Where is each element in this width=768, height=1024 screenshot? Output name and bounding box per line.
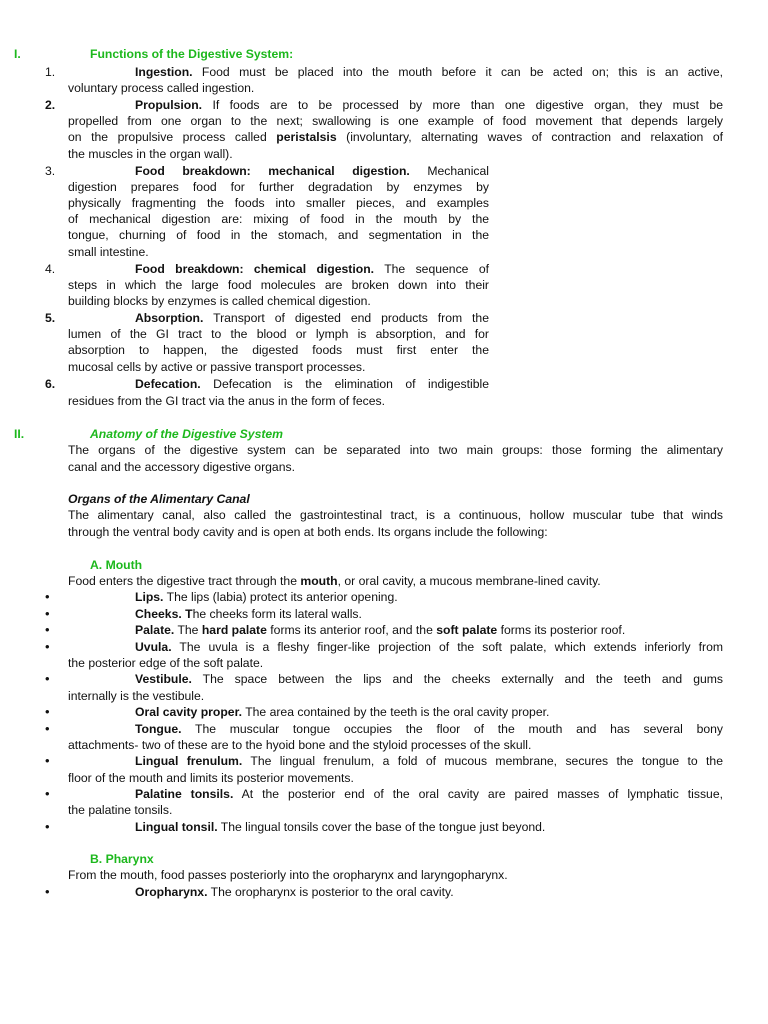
item-text-line: propelled from one organ to the next; swallowing is one example of food movement that depends largely [68,114,723,128]
item-text-line: Oral cavity proper. The area contained by the teeth is the oral cavity proper. [135,705,550,719]
section-2-title: Anatomy of the Digestive System [90,427,284,441]
item-title: Tongue. [135,722,182,736]
item-text-line: Lips. The lips (labia) protect its anterior opening. [135,590,398,604]
item-text-line: Lingual tonsil. The lingual tonsils cover the base of the tongue just beyond. [135,820,546,834]
item-text-line: mucosal cells by active or passive transport processes. [68,360,366,374]
section-1-title: Functions of the Digestive System: [90,47,294,61]
item-text-line: Cheeks. The cheeks form its lateral walls. [135,607,362,621]
section-2-intro-line: canal and the accessory digestive organs. [68,460,295,474]
section-2-numeral: II. [14,427,25,441]
item-number: 2. [45,98,56,112]
bullet-icon: • [45,589,50,604]
item-title: Propulsion. [135,98,203,112]
item-title: Lingual frenulum. [135,754,243,768]
alimentary-canal-text-line: through the ventral body cavity and is open at both ends. Its organs include the following: [68,525,548,539]
item-text-line: Palatine tonsils. At the posterior end of the oral cavity are paired masses of lymphatic tissue, [135,787,723,801]
item-text-line: steps in which the large food molecules are broken down into their [68,278,489,292]
item-title: Uvula. [135,640,172,654]
item-text-line: lumen of the GI tract to the blood or lymph is absorption, and for [68,327,489,341]
item-number: 1. [45,65,56,79]
bullet-icon: • [45,721,50,736]
item-text-line: floor of the mouth and limits its posterior movements. [68,771,354,785]
item-text-line: the posterior edge of the soft palate. [68,656,264,670]
item-title: Defecation. [135,377,201,391]
item-title: Lips. [135,590,164,604]
item-text-line: Lingual frenulum. The lingual frenulum, a fold of mucous membrane, secures the tongue to the [135,754,723,768]
item-title: Food breakdown: mechanical digestion. [135,164,410,178]
item-number: 5. [45,311,56,325]
bullet-icon: • [45,753,50,768]
item-text-line: internally is the vestibule. [68,689,205,703]
term-soft-palate: soft palate [436,623,498,637]
item-text-line: Tongue. The muscular tongue occupies the floor of the mouth and has several bony [135,722,723,736]
item-title: Cheeks. T [135,607,193,621]
item-title: Vestibule. [135,672,192,686]
item-text-line: Vestibule. The space between the lips and the cheeks externally and the teeth and gums [135,672,723,686]
item-title: Palate. [135,623,175,637]
alimentary-canal-text-line: The alimentary canal, also called the gastrointestinal tract, is a continuous, hollow muscular tube that winds [68,508,723,522]
item-text-line: on the propulsive process called peristalsis (involuntary, alternating waves of contraction and relaxation of [68,130,724,144]
heading-pharynx: B. Pharynx [90,852,154,866]
item-text-line: Ingestion. Food must be placed into the mouth before it can be acted on; this is an active, [135,65,723,79]
bullet-icon: • [45,786,50,801]
item-number: 3. [45,164,56,178]
item-text-line: attachments- two of these are to the hyoid bone and the styloid processes of the skull. [68,738,532,752]
item-text-line: physically fragmenting the foods into smaller pieces, and examples [68,196,489,210]
item-text-line: small intestine. [68,245,149,259]
item-text-line: the muscles in the organ wall). [68,147,233,161]
bullet-icon: • [45,884,50,899]
item-title: Absorption. [135,311,204,325]
mouth-intro: Food enters the digestive tract through the mouth, or oral cavity, a mucous membrane-lined cavity. [68,574,601,588]
item-text-line: Defecation. Defecation is the elimination of indigestible [135,377,489,391]
heading-mouth: A. Mouth [90,558,143,572]
item-text-line: Absorption. Transport of digested end products from the [135,311,489,325]
item-title: Food breakdown: chemical digestion. [135,262,375,276]
bullet-icon: • [45,704,50,719]
term-mouth: mouth [300,574,338,588]
item-text-line: Food breakdown: mechanical digestion. Mechanical [135,164,489,178]
bullet-icon: • [45,622,50,637]
item-text-line: Palate. The hard palate forms its anterior roof, and the soft palate forms its posterior roof. [135,623,626,637]
item-text-line: Oropharynx. The oropharynx is posterior to the oral cavity. [135,885,454,899]
item-text-line: building blocks by enzymes is called chemical digestion. [68,294,371,308]
item-title: Lingual tonsil. [135,820,218,834]
item-text-line: the palatine tonsils. [68,803,173,817]
bullet-icon: • [45,819,50,834]
subhead-alimentary-canal: Organs of the Alimentary Canal [68,492,250,506]
item-text-line: Food breakdown: chemical digestion. The sequence of [135,262,489,276]
term-hard-palate: hard palate [201,623,267,637]
item-text-line: voluntary process called ingestion. [68,81,255,95]
item-text-line: digestion prepares food for further degradation by enzymes by [68,180,489,194]
item-text-line: of mechanical digestion are: mixing of food in the mouth by the [68,212,489,226]
item-number: 6. [45,377,56,391]
item-title: Palatine tonsils. [135,787,234,801]
item-title: Oropharynx. [135,885,208,899]
section-2-intro-line: The organs of the digestive system can be separated into two main groups: those forming the alimentary [68,443,723,457]
item-title: Oral cavity proper. [135,705,243,719]
term-peristalsis: peristalsis [276,130,337,144]
bullet-icon: • [45,639,50,654]
item-text-line: Propulsion. If foods are to be processed by more than one digestive organ, they must be [135,98,723,112]
bullet-icon: • [45,606,50,621]
bullet-icon: • [45,671,50,686]
item-text-line: absorption to happen, the digested foods must first enter the [68,343,489,357]
pharynx-intro: From the mouth, food passes posteriorly into the oropharynx and laryngopharynx. [68,868,508,882]
item-text-line: residues from the GI tract via the anus in the form of feces. [68,394,386,408]
item-number: 4. [45,262,56,276]
item-text-line: tongue, churning of food in the stomach, and segmentation in the [68,228,489,242]
item-title: Ingestion. [135,65,193,79]
item-text-line: Uvula. The uvula is a fleshy finger-like projection of the soft palate, which extends inferiorly from [135,640,723,654]
section-1-numeral: I. [14,47,21,61]
